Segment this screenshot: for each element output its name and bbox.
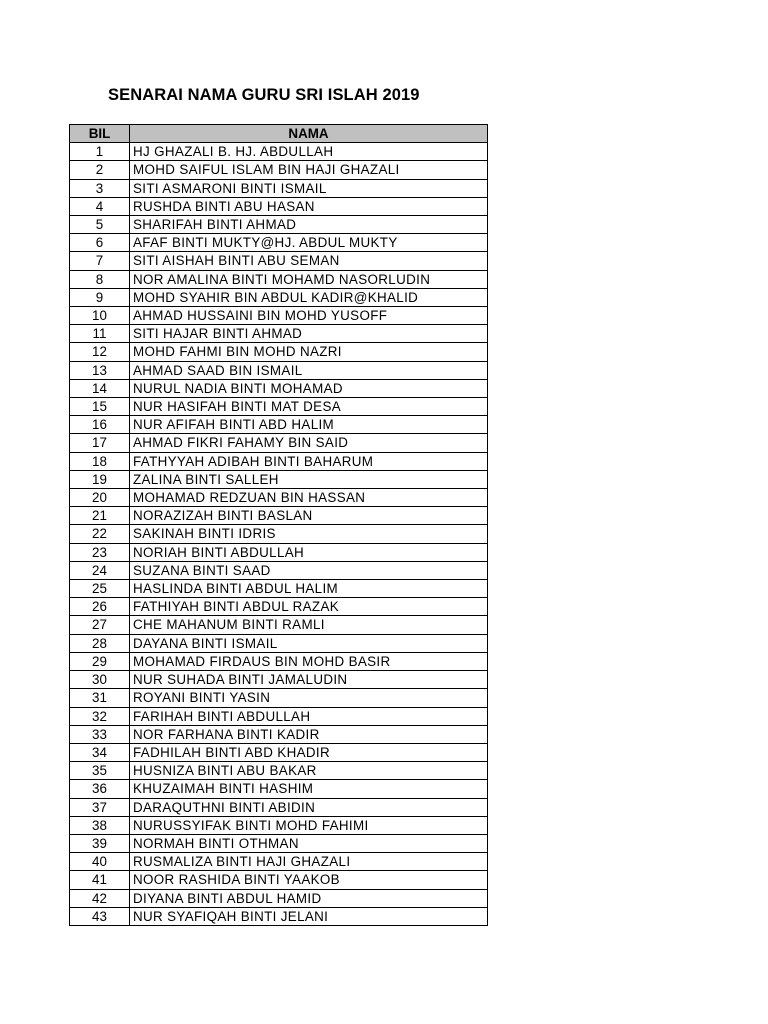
- table-row: [70, 652, 488, 670]
- table-row: [70, 507, 488, 525]
- table-row: [70, 288, 488, 306]
- teacher-name-cell: NUR SYAFIQAH BINTI JELANI: [130, 907, 488, 925]
- table-row: [70, 325, 488, 343]
- teacher-name-cell: ROYANI BINTI YASIN: [130, 689, 488, 707]
- table-row: [70, 816, 488, 834]
- row-number-cell: 21: [70, 507, 130, 525]
- table-row: [70, 689, 488, 707]
- teacher-name-cell: SITI AISHAH BINTI ABU SEMAN: [130, 252, 488, 270]
- row-number-cell: 3: [70, 179, 130, 197]
- row-number-cell: 33: [70, 725, 130, 743]
- teacher-name-cell: MOHD FAHMI BIN MOHD NAZRI: [130, 343, 488, 361]
- row-number-cell: 29: [70, 652, 130, 670]
- teacher-name-cell: NUR SUHADA BINTI JAMALUDIN: [130, 671, 488, 689]
- table-row: [70, 762, 488, 780]
- row-number-cell: 25: [70, 580, 130, 598]
- teacher-name-cell: KHUZAIMAH BINTI HASHIM: [130, 780, 488, 798]
- table-row: [70, 398, 488, 416]
- table-row: [70, 853, 488, 871]
- row-number-cell: 5: [70, 216, 130, 234]
- page-title: SENARAI NAMA GURU SRI ISLAH 2019: [108, 86, 420, 104]
- table-row: [70, 543, 488, 561]
- teacher-name-cell: RUSMALIZA BINTI HAJI GHAZALI: [130, 853, 488, 871]
- teacher-name-cell: NURUL NADIA BINTI MOHAMAD: [130, 379, 488, 397]
- teacher-name-cell: RUSHDA BINTI ABU HASAN: [130, 197, 488, 215]
- teacher-name-cell: CHE MAHANUM BINTI RAMLI: [130, 616, 488, 634]
- teacher-name-cell: ZALINA BINTI SALLEH: [130, 470, 488, 488]
- row-number-cell: 6: [70, 234, 130, 252]
- teacher-name-cell: AHMAD HUSSAINI BIN MOHD YUSOFF: [130, 307, 488, 325]
- row-number-cell: 39: [70, 834, 130, 852]
- row-number-cell: 12: [70, 343, 130, 361]
- table-row: [70, 252, 488, 270]
- teacher-name-cell: HASLINDA BINTI ABDUL HALIM: [130, 580, 488, 598]
- table-row: [70, 179, 488, 197]
- teacher-name-cell: FATHIYAH BINTI ABDUL RAZAK: [130, 598, 488, 616]
- table-row: [70, 907, 488, 925]
- teacher-name-cell: AHMAD SAAD BIN ISMAIL: [130, 361, 488, 379]
- row-number-cell: 35: [70, 762, 130, 780]
- teacher-name-cell: SITI ASMARONI BINTI ISMAIL: [130, 179, 488, 197]
- row-number-cell: 31: [70, 689, 130, 707]
- teacher-name-cell: AHMAD FIKRI FAHAMY BIN SAID: [130, 434, 488, 452]
- column-header-bil: BIL: [70, 125, 130, 143]
- table-row: [70, 671, 488, 689]
- row-number-cell: 22: [70, 525, 130, 543]
- row-number-cell: 17: [70, 434, 130, 452]
- teacher-name-cell: MOHAMAD REDZUAN BIN HASSAN: [130, 489, 488, 507]
- row-number-cell: 18: [70, 452, 130, 470]
- row-number-cell: 20: [70, 489, 130, 507]
- row-number-cell: 11: [70, 325, 130, 343]
- table-row: [70, 234, 488, 252]
- teacher-name-cell: NORAZIZAH BINTI BASLAN: [130, 507, 488, 525]
- teacher-name-cell: MOHD SYAHIR BIN ABDUL KADIR@KHALID: [130, 288, 488, 306]
- row-number-cell: 15: [70, 398, 130, 416]
- row-number-cell: 27: [70, 616, 130, 634]
- row-number-cell: 7: [70, 252, 130, 270]
- table-row: [70, 743, 488, 761]
- table-row: [70, 871, 488, 889]
- table-row: [70, 197, 488, 215]
- table-row: [70, 452, 488, 470]
- table-row: [70, 416, 488, 434]
- table-row: [70, 470, 488, 488]
- row-number-cell: 41: [70, 871, 130, 889]
- teacher-name-cell: NUR AFIFAH BINTI ABD HALIM: [130, 416, 488, 434]
- row-number-cell: 26: [70, 598, 130, 616]
- teacher-name-cell: SUZANA BINTI SAAD: [130, 561, 488, 579]
- row-number-cell: 24: [70, 561, 130, 579]
- row-number-cell: 28: [70, 634, 130, 652]
- row-number-cell: 34: [70, 743, 130, 761]
- row-number-cell: 13: [70, 361, 130, 379]
- teacher-name-cell: NOOR RASHIDA BINTI YAAKOB: [130, 871, 488, 889]
- table-row: [70, 616, 488, 634]
- teacher-name-cell: NOR AMALINA BINTI MOHAMD NASORLUDIN: [130, 270, 488, 288]
- row-number-cell: 30: [70, 671, 130, 689]
- teacher-name-cell: DIYANA BINTI ABDUL HAMID: [130, 889, 488, 907]
- table-row: [70, 707, 488, 725]
- teacher-name-cell: AFAF BINTI MUKTY@HJ. ABDUL MUKTY: [130, 234, 488, 252]
- table-row: [70, 489, 488, 507]
- teacher-name-cell: HJ GHAZALI B. HJ. ABDULLAH: [130, 143, 488, 161]
- teacher-name-cell: DAYANA BINTI ISMAIL: [130, 634, 488, 652]
- table-row: [70, 307, 488, 325]
- teacher-name-cell: NUR HASIFAH BINTI MAT DESA: [130, 398, 488, 416]
- row-number-cell: 2: [70, 161, 130, 179]
- table-row: [70, 361, 488, 379]
- teacher-name-cell: NORMAH BINTI OTHMAN: [130, 834, 488, 852]
- table-row: [70, 143, 488, 161]
- teacher-name-cell: SAKINAH BINTI IDRIS: [130, 525, 488, 543]
- table-row: [70, 561, 488, 579]
- column-header-nama: NAMA: [130, 125, 488, 143]
- row-number-cell: 37: [70, 798, 130, 816]
- table-row: [70, 725, 488, 743]
- table-row: [70, 434, 488, 452]
- table-row: [70, 525, 488, 543]
- table-row: [70, 598, 488, 616]
- row-number-cell: 16: [70, 416, 130, 434]
- table-row: [70, 798, 488, 816]
- row-number-cell: 10: [70, 307, 130, 325]
- teacher-name-cell: SHARIFAH BINTI AHMAD: [130, 216, 488, 234]
- table-body: [70, 143, 488, 926]
- table-row: [70, 161, 488, 179]
- row-number-cell: 36: [70, 780, 130, 798]
- teacher-name-cell: NURUSSYIFAK BINTI MOHD FAHIMI: [130, 816, 488, 834]
- table-row: [70, 780, 488, 798]
- table-header-row: [70, 125, 488, 143]
- table-row: [70, 834, 488, 852]
- teacher-list-table: [69, 124, 488, 926]
- teacher-name-cell: MOHAMAD FIRDAUS BIN MOHD BASIR: [130, 652, 488, 670]
- row-number-cell: 19: [70, 470, 130, 488]
- row-number-cell: 40: [70, 853, 130, 871]
- row-number-cell: 32: [70, 707, 130, 725]
- row-number-cell: 42: [70, 889, 130, 907]
- teacher-name-cell: FARIHAH BINTI ABDULLAH: [130, 707, 488, 725]
- row-number-cell: 4: [70, 197, 130, 215]
- row-number-cell: 23: [70, 543, 130, 561]
- table-row: [70, 216, 488, 234]
- row-number-cell: 9: [70, 288, 130, 306]
- teacher-name-cell: HUSNIZA BINTI ABU BAKAR: [130, 762, 488, 780]
- teacher-name-cell: DARAQUTHNI BINTI ABIDIN: [130, 798, 488, 816]
- teacher-name-cell: SITI HAJAR BINTI AHMAD: [130, 325, 488, 343]
- teacher-name-cell: NORIAH BINTI ABDULLAH: [130, 543, 488, 561]
- table-row: [70, 634, 488, 652]
- teacher-name-cell: FATHYYAH ADIBAH BINTI BAHARUM: [130, 452, 488, 470]
- teacher-name-cell: FADHILAH BINTI ABD KHADIR: [130, 743, 488, 761]
- table-row: [70, 343, 488, 361]
- row-number-cell: 8: [70, 270, 130, 288]
- table-row: [70, 270, 488, 288]
- row-number-cell: 14: [70, 379, 130, 397]
- table-row: [70, 889, 488, 907]
- teacher-name-cell: NOR FARHANA BINTI KADIR: [130, 725, 488, 743]
- table-row: [70, 379, 488, 397]
- teacher-name-cell: MOHD SAIFUL ISLAM BIN HAJI GHAZALI: [130, 161, 488, 179]
- row-number-cell: 43: [70, 907, 130, 925]
- table-row: [70, 580, 488, 598]
- row-number-cell: 38: [70, 816, 130, 834]
- row-number-cell: 1: [70, 143, 130, 161]
